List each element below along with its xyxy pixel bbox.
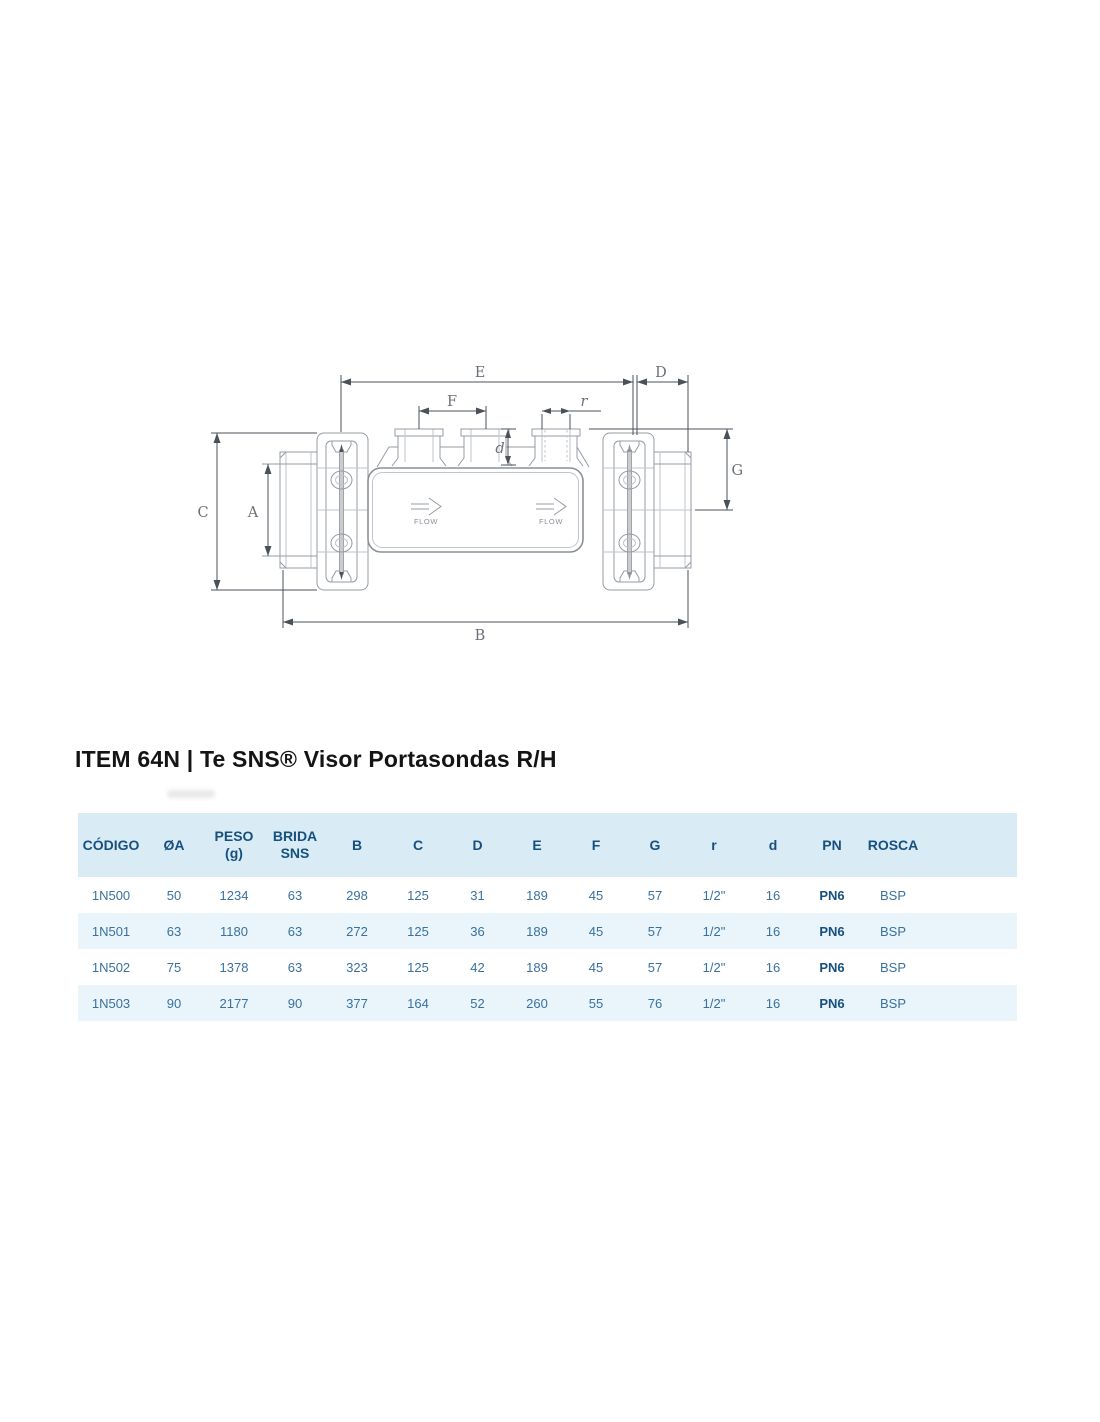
dim-label-B: B: [474, 628, 486, 644]
table-cell: 16: [765, 959, 781, 975]
table-cell: 125: [388, 913, 448, 949]
column-header: C: [388, 813, 448, 877]
table-cell: PN6: [819, 887, 845, 903]
table-cell: 63: [144, 913, 204, 949]
flow-label: FLOW: [413, 517, 439, 526]
table-row: [78, 949, 1017, 985]
spacer-cell: [925, 913, 1017, 949]
flange-left: [317, 433, 368, 590]
sight-glass-body: [368, 468, 583, 552]
table-cell: BSP: [879, 959, 906, 975]
table-cell: 57: [647, 887, 663, 903]
table-cell: 298: [346, 887, 368, 903]
table-cell: 1180: [204, 913, 264, 949]
table-cell: 1/2": [685, 985, 743, 1021]
table-row: [78, 877, 1017, 913]
table-cell: 125: [407, 887, 429, 903]
spacer-cell: [925, 877, 1017, 913]
table-cell: BSP: [861, 985, 925, 1021]
dim-label-G: G: [731, 463, 744, 479]
page-title: ITEM 64N | Te SNS® Visor Portasondas R/H: [75, 746, 557, 772]
column-header: BRIDA SNS: [264, 813, 326, 877]
flow-arrow: [411, 498, 441, 526]
dimension-lines: [211, 375, 733, 628]
column-header: E: [507, 813, 567, 877]
spacer-column: [925, 813, 1017, 877]
table-cell: 55: [567, 985, 625, 1021]
probe-port-1: [392, 429, 446, 466]
table-cell: 1/2": [685, 913, 743, 949]
technical-drawing: [0, 0, 1100, 700]
table-cell: 57: [647, 959, 663, 975]
table-cell: 16: [765, 887, 781, 903]
table-cell: 1N502: [91, 959, 131, 975]
dim-label-F: F: [446, 394, 458, 410]
column-header: PESO (g): [204, 813, 264, 877]
table-cell: 272: [326, 913, 388, 949]
column-header: D: [448, 813, 507, 877]
table-cell: 189: [507, 913, 567, 949]
table-cell: 377: [326, 985, 388, 1021]
table-cell: 90: [264, 985, 326, 1021]
dim-label-C: C: [197, 505, 209, 521]
table-cell: 16: [743, 985, 803, 1021]
dim-label-A: A: [247, 505, 259, 521]
table-cell: 63: [287, 887, 303, 903]
table-cell: 1/2": [702, 887, 726, 903]
spacer-cell: [925, 949, 1017, 985]
column-header: d: [743, 813, 803, 877]
probe-port-3: [529, 429, 583, 466]
dim-label-r: r: [580, 394, 588, 410]
table-cell: PN6: [819, 959, 845, 975]
table-cell: 45: [588, 887, 604, 903]
column-header: CÓDIGO: [78, 813, 144, 877]
dim-label-E: E: [474, 365, 486, 381]
pipe-stub-left: [262, 452, 317, 568]
column-header: B: [326, 813, 388, 877]
table-cell: 36: [448, 913, 507, 949]
table-cell: 125: [407, 959, 429, 975]
table-cell: 16: [743, 913, 803, 949]
table-cell: 31: [470, 887, 485, 903]
column-header: PN: [803, 813, 861, 877]
table-row: [78, 913, 1017, 949]
table-cell: 189: [526, 959, 548, 975]
table-cell: 1N501: [78, 913, 144, 949]
column-header: F: [567, 813, 625, 877]
table-cell: 323: [346, 959, 368, 975]
dim-label-d: d: [495, 441, 505, 457]
table-cell: 76: [625, 985, 685, 1021]
table-cell: 45: [567, 913, 625, 949]
stud-right: [628, 444, 632, 580]
table-cell: 75: [166, 959, 182, 975]
flow-label: FLOW: [538, 517, 564, 526]
column-header: ØA: [144, 813, 204, 877]
table-cell: 1/2": [702, 959, 726, 975]
spec-table: [78, 813, 1017, 1021]
top-boss: [377, 447, 589, 467]
table-cell: 1N500: [91, 887, 131, 903]
table-cell: 260: [507, 985, 567, 1021]
column-header: ROSCA: [861, 813, 925, 877]
table-cell: 42: [470, 959, 485, 975]
spacer-cell: [925, 985, 1017, 1021]
table-cell: 63: [287, 959, 303, 975]
column-header: r: [685, 813, 743, 877]
table-cell: 164: [388, 985, 448, 1021]
table-cell: 45: [588, 959, 604, 975]
table-cell: PN6: [803, 913, 861, 949]
table-cell: 1378: [219, 959, 249, 975]
table-cell: 52: [448, 985, 507, 1021]
table-row: [78, 985, 1017, 1021]
table-cell: 63: [264, 913, 326, 949]
table-cell: PN6: [803, 985, 861, 1021]
column-header: G: [625, 813, 685, 877]
table-cell: 90: [144, 985, 204, 1021]
scan-artifact: [167, 790, 215, 798]
table-cell: 1N503: [78, 985, 144, 1021]
table-cell: BSP: [879, 887, 906, 903]
table-cell: 50: [166, 887, 182, 903]
table-cell: 2177: [204, 985, 264, 1021]
table-cell: 189: [526, 887, 548, 903]
dim-label-D: D: [655, 365, 667, 381]
dimension-labels: [197, 365, 743, 644]
flange-right: [603, 433, 692, 590]
stud-left: [340, 444, 344, 580]
table-cell: BSP: [861, 913, 925, 949]
table-cell: 1234: [219, 887, 249, 903]
table-cell: 57: [625, 913, 685, 949]
flow-arrow: [536, 498, 566, 526]
header-row: [78, 813, 1017, 877]
